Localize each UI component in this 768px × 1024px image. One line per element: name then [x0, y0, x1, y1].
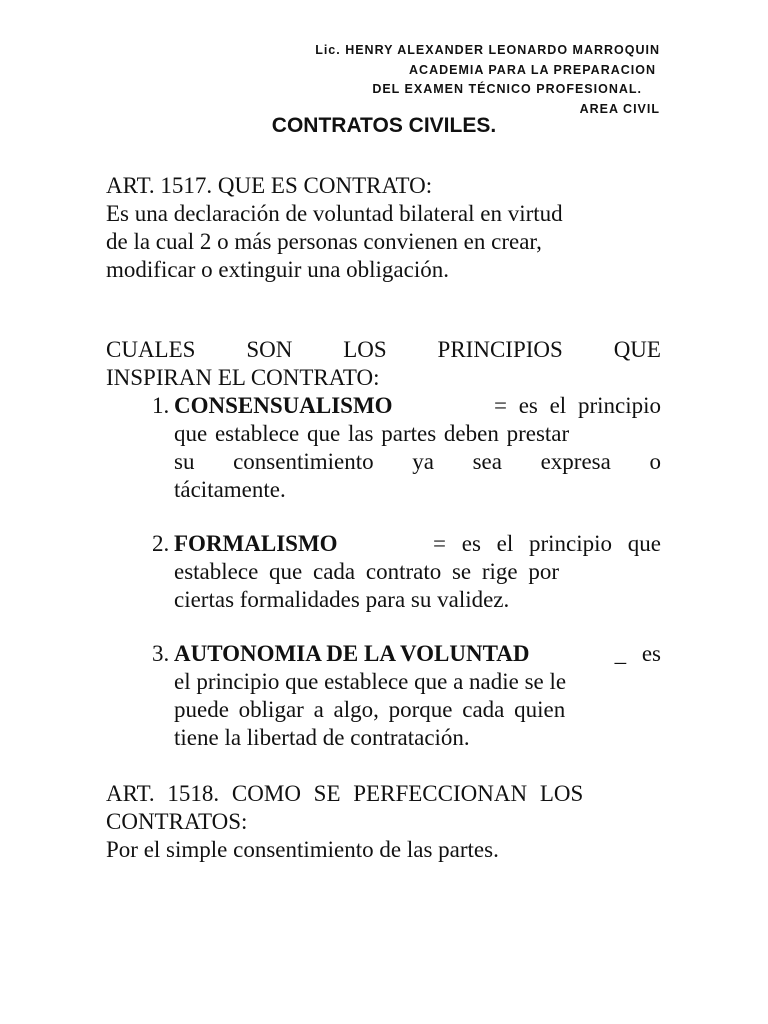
header-line: Lic. HENRY ALEXANDER LEONARDO MARROQUIN — [315, 43, 660, 57]
item-term: AUTONOMIA DE LA VOLUNTAD — [174, 641, 530, 666]
principios-heading — [106, 336, 661, 392]
art-1517-line: modificar o extinguir una obligación. — [106, 257, 449, 282]
art-1517-line: de la cual 2 o más personas convienen en crear, — [106, 229, 542, 254]
principios-heading-line — [106, 336, 661, 364]
document-title: CONTRATOS CIVILES. — [271, 114, 497, 137]
art-1518-heading-line: ART. 1518. COMO SE PERFECCIONAN LOS — [106, 781, 584, 806]
item-line: puede obligar a algo, porque cada quien — [174, 697, 566, 722]
item-number: 2. — [152, 531, 170, 556]
word: o — [649, 449, 661, 474]
word: PRINCIPIOS — [437, 337, 563, 362]
item-line: establece que cada contrato se rige por — [174, 559, 560, 584]
word: sea — [472, 449, 502, 474]
item-number: 1. — [152, 393, 170, 418]
art-1517-line: Es una declaración de voluntad bilateral en virtud — [106, 201, 563, 226]
word: consentimiento — [233, 449, 374, 474]
principio-item-consensualismo — [152, 392, 661, 504]
header-line: ACADEMIA PARA LA PREPARACION — [409, 62, 656, 77]
item-number: 3. — [152, 641, 170, 666]
art-1517-section — [106, 172, 661, 284]
author-header — [315, 41, 660, 119]
word: QUE — [613, 337, 661, 362]
word: expresa — [540, 449, 611, 474]
item-term: CONSENSUALISMO — [174, 393, 393, 418]
item-line: FORMALISMO = es el principio que — [174, 531, 661, 556]
word: SON — [246, 337, 293, 362]
principios-heading-line: INSPIRAN EL CONTRATO: — [106, 365, 380, 390]
item-line: el principio que establece que a nadie se le — [174, 669, 567, 694]
word: su — [174, 449, 195, 474]
item-line: que establece que las partes deben prestar — [174, 421, 570, 446]
item-line: ciertas formalidades para su validez. — [174, 587, 510, 612]
header-line: DEL EXAMEN TÉCNICO PROFESIONAL. — [372, 82, 642, 96]
art-1518-answer: Por el simple consentimiento de las partes. — [106, 837, 499, 862]
header-line: AREA CIVIL — [579, 101, 660, 116]
item-term: FORMALISMO — [174, 531, 338, 556]
item-line: tiene la libertad de contratación. — [174, 725, 470, 750]
principio-item-autonomia — [152, 640, 661, 752]
principio-item-formalismo — [152, 530, 661, 614]
item-line: AUTONOMIA DE LA VOLUNTAD _ es — [174, 641, 661, 666]
word: ya — [412, 449, 434, 474]
art-1518-heading-line: CONTRATOS: — [106, 809, 248, 834]
art-1517-heading: ART. 1517. QUE ES CONTRATO: — [106, 173, 433, 198]
word: CUALES — [106, 337, 196, 362]
word: LOS — [343, 337, 387, 362]
art-1518-section — [106, 780, 661, 864]
item-line: tácitamente. — [174, 477, 286, 502]
item-line — [174, 448, 661, 476]
item-line: CONSENSUALISMO = es el principio — [174, 393, 661, 418]
